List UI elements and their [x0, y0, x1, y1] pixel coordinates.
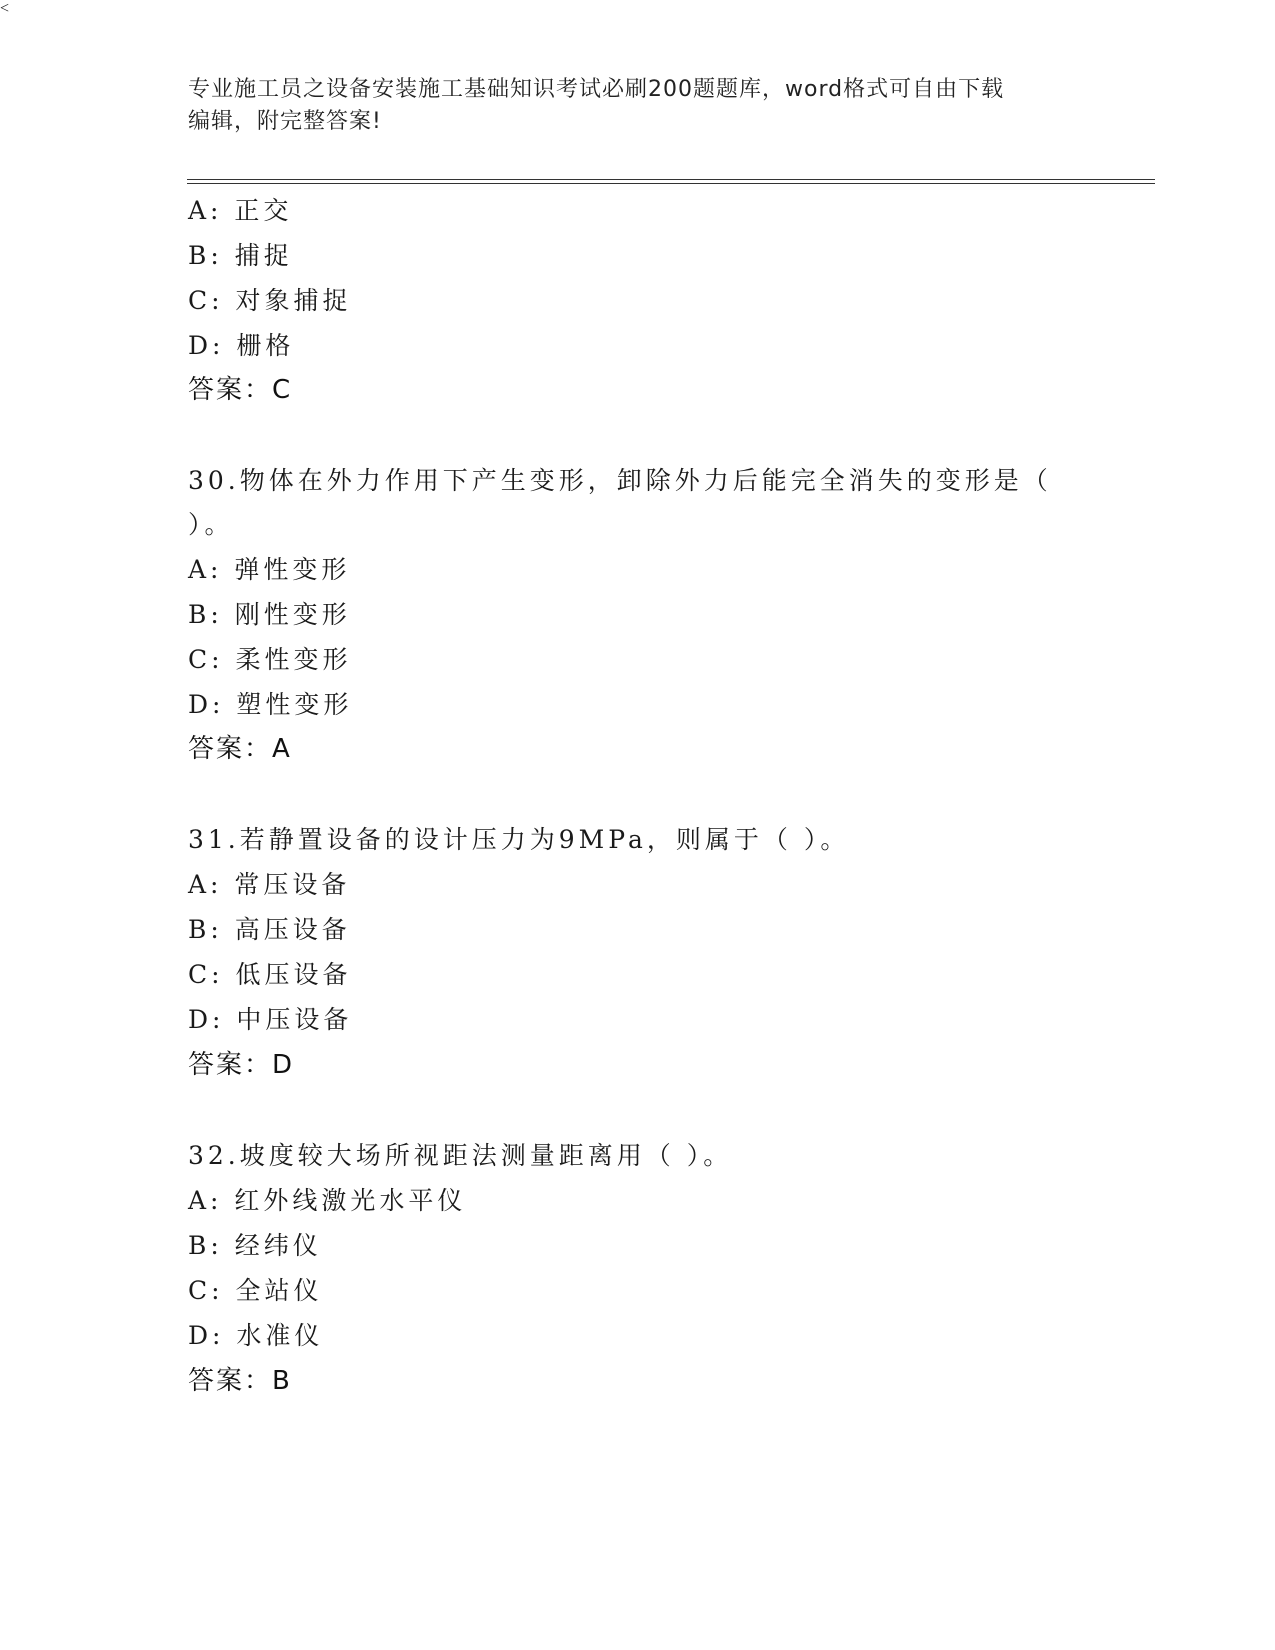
q30-stem-line-2: ）。: [188, 510, 234, 539]
q30-option-c: C: 柔性变形: [188, 645, 352, 674]
q30-answer: 答案：A: [188, 734, 292, 764]
q30-option-a: A: 弹性变形: [188, 555, 351, 584]
q29-option-d: D: 栅格: [188, 331, 295, 360]
q32-answer: 答案：B: [188, 1366, 292, 1396]
q32-option-b: B: 经纬仪: [188, 1231, 322, 1260]
q29-answer: 答案：C: [188, 375, 293, 405]
document-header: [188, 74, 1088, 138]
q32-option-a: A: 红外线激光水平仪: [188, 1186, 467, 1215]
q32-option-d: D: 水准仪: [188, 1321, 324, 1350]
header-line-1: 专业施工员之设备安装施工基础知识考试必刷200题题库，word格式可自由下载: [188, 77, 1005, 102]
q30-option-d: D: 塑性变形: [188, 690, 353, 719]
header-divider-top: [187, 179, 1155, 180]
header-line-2: 编辑，附完整答案!: [188, 109, 382, 134]
q31-option-d: D: 中压设备: [188, 1005, 353, 1034]
q29-option-a: A: 正交: [188, 196, 293, 225]
q31-option-a: A: 常压设备: [188, 870, 351, 899]
q31-option-c: C: 低压设备: [188, 960, 352, 989]
q30-stem-line-1: 30.物体在外力作用下产生变形，卸除外力后能完全消失的变形是（: [188, 466, 1052, 495]
q32-stem: 32.坡度较大场所视距法测量距离用（ ）。: [188, 1141, 733, 1170]
q29-option-c: C: 对象捕捉: [188, 286, 352, 315]
q29-option-b: B: 捕捉: [188, 241, 293, 270]
q31-answer: 答案：D: [188, 1050, 295, 1080]
q31-stem: 31.若静置设备的设计压力为9MPa，则属于（ ）。: [188, 825, 850, 854]
q32-option-c: C: 全站仪: [188, 1276, 323, 1305]
q30-option-b: B: 刚性变形: [188, 600, 351, 629]
header-divider-bottom: [187, 183, 1155, 184]
q31-option-b: B: 高压设备: [188, 915, 351, 944]
document-page: 专业施工员之设备安装施工基础知识考试必刷200题题库，word格式可自由下载 编辑，附完整答案! A: 正交 B: 捕捉 C: 对象捕捉 D: 栅格 答案：C 30.物体在外力作用下产生变形，卸除外力后能完全消失的变形是（ ）。 A: 弹性变形 B: 刚性变形 C: 柔性变形 D: 塑性变形 答案：A < 31.若静置设备的设计压力为9MPa，则属于（ ）。 A: 常压设备 B: 高压设备 C: 低压设备 D: 中压设备 答案：D 32.坡度较大场所视距法测量距离用（ ）。 A: 红外线激光水平仪 B: 经纬仪 C: 全站仪 D: 水准仪 答案：B: [0, 0, 1275, 1650]
